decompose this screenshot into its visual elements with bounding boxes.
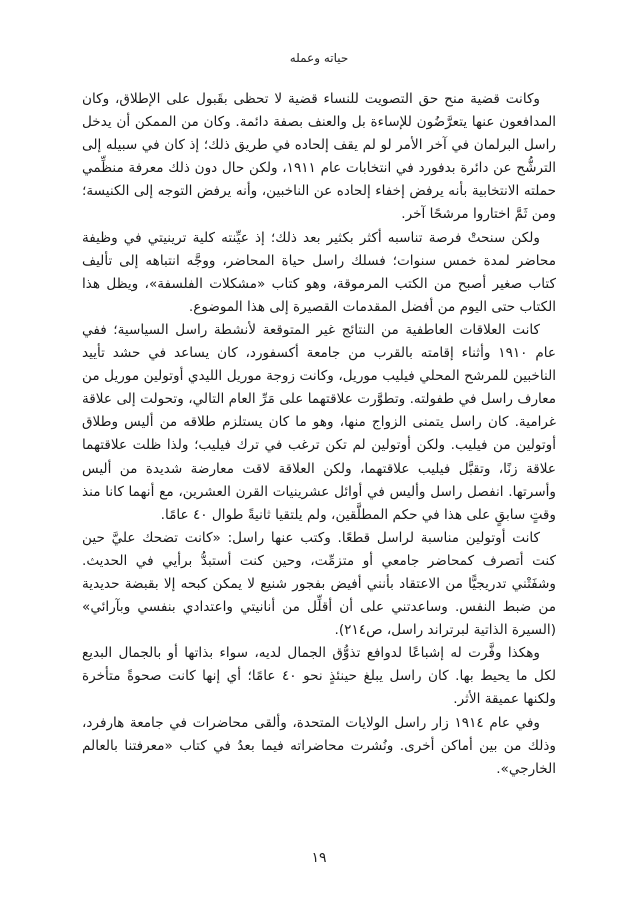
paragraph-us-visit: وفي عام ١٩١٤ زار راسل الولايات المتحدة، وألقى محاضرات في جامعة هارفرد، وذلك من بين أماكن أخرى. ونُشرت محاضراته فيما بعدُ في كتاب «معرفتنا بالعالم الخارجي». bbox=[82, 714, 556, 777]
paragraph-ottoline-affair: كانت العلاقات العاطفية من النتائج غير المتوقعة لأنشطة راسل السياسية؛ ففي عام ١٩١٠ وأثناء إقامته بالقرب من جامعة أكسفورد، كان يساعد في حشد تأييد الناخبين للمرشح المحلي فيليب موريل، وكانت زوجة موريل الليدي أوتولين موريل من معارف راسل في طفولته. وتطوَّرت علاقتهما على مَرِّ العام التالي، وتحولت إلى علاقة غرامية. كان راسل يتمنى الزواج منها، وهو ما كان يستلزم طلاقه من أليس وطلاق أوتولين من فيليب. ولكن أوتولين لم تكن ترغب في ترك فيليب؛ ولذا ظلت علاقتهما علاقة زنًا، وتقبَّل فيليب علاقتهما، ولكن العلاقة لاقت معارضة شديدة من أليس وأسرتها. انفصل راسل وأليس في أوائل عشرينيات القرن العشرين، مع أنهما كانا منذ وقتٍ سابقٍ على هذا في حكم المطلَّقين، ولم يلتقيا ثانيةً طوال ٤٠ عامًا. bbox=[82, 321, 556, 523]
body-text bbox=[82, 88, 556, 781]
paragraph-ottoline-quote: كانت أوتولين مناسبة لراسل قطعًا. وكتب عنها راسل: «كانت تضحك عليَّ حين كنت أتصرف كمحاضر جامعي أو متزمِّت، وحين كنت أستبدُّ برأيي في الحديث. وشفَتْني تدريجيًّا من الاعتقاد بأنني أفيض بفجور شنيع لا يمكن كبحه إلا بقبضة حديدية من ضبط النفس. وساعدتني على أن أقلِّل من أنانيتي واعتدادي بنفسي وبآرائي» (السيرة الذاتية لبرتراند راسل، ص٢١٤). bbox=[82, 529, 556, 639]
book-page bbox=[82, 0, 556, 906]
paragraph-trinity-lectureship: ولكن سنحتْ فرصة تناسبه أكثر بكثير بعد ذلك؛ إذ عيِّنته كلية ترينيتي في وظيفة محاضر لمدة خمس سنوات؛ فسلك راسل حياة المحاضر، ووجَّه انتباهه إلى تأليف كتاب صغير أصبح من الكتب المرموقة، وهو كتاب «مشكلات الفلسفة»، ويظل هذا الكتاب حتى اليوم من أفضل المقدمات القصيرة إلى هذا الموضوع. bbox=[82, 229, 556, 315]
page-number: ١٩ bbox=[311, 850, 327, 866]
paragraph-aesthetic-awakening: وهكذا وفَّرت له إشباعًا لدوافع تذوُّق الجمال لديه، سواء بذاتها أو بالجمال البديع لكل ما يحيط بها. كان راسل يبلغ حينئذٍ نحو ٤٠ عامًا؛ أي إنها كانت صحوةً متأخرة ولكنها عميقة الأثر. bbox=[82, 645, 556, 708]
running-header: حياته وعمله bbox=[289, 51, 349, 65]
paragraph-suffrage: وكانت قضية منح حق التصويت للنساء قضية لا تحظى بقَبول على الإطلاق، وكان المدافعون عنها يتعرَّضُون للإساءة بل والعنف بصفة دائمة. وكان من الممكن أن يدخل راسل البرلمان في آخر الأمر لو لم يقف إلحاده في طريق ذلك؛ إذ كان في سبيله إلى الترشُّح عن دائرة بدفورد في انتخابات عام ١٩١١، ولكن حال دون ذلك معرفة منظِّمي حملته الانتخابية بأنه يرفض إخفاء إلحاده عن الناخبين، وأنه يرفض التوجه إلى الكنيسة؛ ومن ثَمَّ اختاروا مرشحًا آخر. bbox=[82, 91, 556, 223]
